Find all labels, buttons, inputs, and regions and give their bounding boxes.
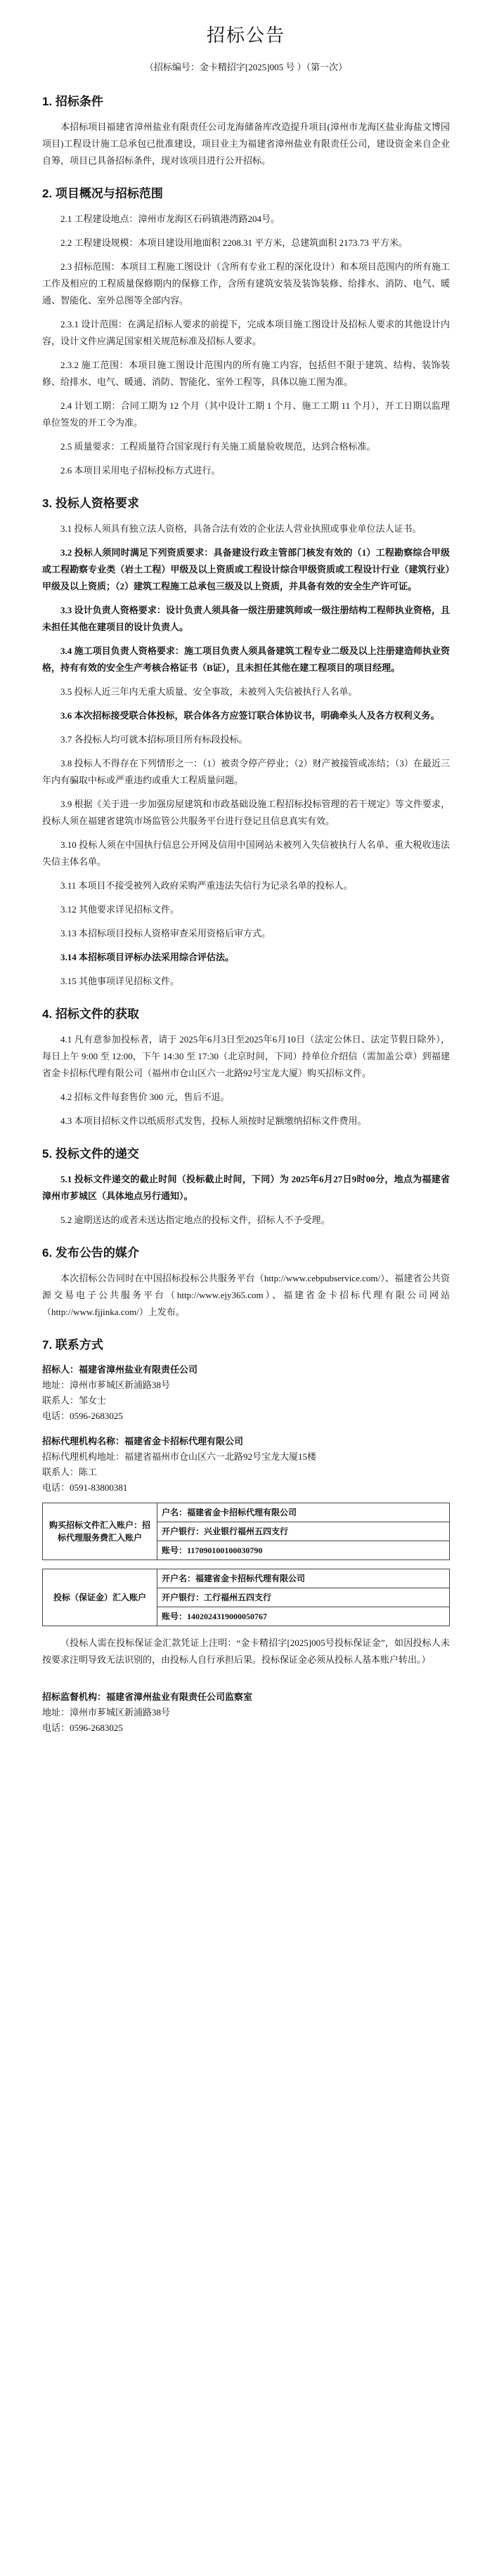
section-6-heading: 6. 发布公告的媒介	[42, 1246, 139, 1260]
section-2-item: 2.1 工程建设地点：漳州市龙海区石码镇港湾路204号。	[60, 214, 280, 224]
supervisor-contact	[42, 1689, 450, 1736]
section-3-heading: 3. 投标人资格要求	[42, 497, 139, 510]
section-3-item: 3.5 投标人近三年内无重大质量、安全事故，未被列入失信被执行人名单。	[60, 686, 358, 697]
section-1-text: 本招标项目福建省漳州盐业有限责任公司龙海储备库改造提升项目(漳州市龙海区盐业海盐文博园项目)工程设计施工总承包已批准建设，项目业主为福建省漳州盐业有限责任公司，建设资金来自企业自筹，项目已具备招标条件，现对该项目进行公开招标。	[42, 122, 450, 166]
account-2-number: 账号：1402024319000050767	[157, 1607, 450, 1626]
tenderer-contact-person: 联系人：邹女士	[42, 1395, 107, 1406]
account-1-name: 户名：福建省金卡招标代理有限公司	[157, 1503, 450, 1522]
section-4-item: 4.1 凡有意参加投标者，请于 2025年6月3日至2025年6月10日（法定公休日、法定节假日除外），每日上午 9:00 至 12:00，下午 14:30 至 17:30（北京时间，下同）持单位介绍信（需加盖公章）到福建省金卡招标代理有限公司（福州市仓山区六一北路92号宝龙大厦）购买招标文件。	[42, 1034, 450, 1078]
section-2-item: 2.3.1 设计范围：在满足招标人要求的前提下，完成本项目施工图设计及招标人要求的其他设计内容，设计文件应满足国家相关规范标准及招标人要求。	[42, 319, 450, 346]
section-3-item: 3.9 根据《关于进一步加强房屋建筑和市政基础设施工程招标投标管理的若干规定》等文件要求，投标人须在福建省建筑市场监管公共服务平台进行登记且信息真实有效。	[42, 799, 450, 826]
account-2-bank: 开户银行：工行福州五四支行	[157, 1588, 450, 1607]
section-3-item: 3.4 施工项目负责人资格要求：施工项目负责人须具备建筑工程专业二级及以上注册建造师执业资格，持有有效的安全生产考核合格证书（B证），且未担任其他在建工程项目的项目经理。	[42, 646, 450, 673]
page-title: 招标公告	[206, 25, 285, 46]
section-3-item: 3.1 投标人须具有独立法人资格，具备合法有效的企业法人营业执照或事业单位法人证书。	[60, 523, 422, 534]
account-1-number: 账号：117090100100030790	[157, 1541, 450, 1560]
agency-address: 招标代理机构地址：福建省福州市仓山区六一北路92号宝龙大厦15楼	[42, 1451, 317, 1462]
supervisor-name: 招标监督机构：福建省漳州盐业有限责任公司监察室	[42, 1692, 253, 1702]
tenderer-contact	[42, 1362, 450, 1496]
section-3-item: 3.7 各投标人均可就本招标项目所有标段投标。	[60, 734, 248, 745]
tenderer-name: 招标人：福建省漳州盐业有限责任公司	[42, 1364, 198, 1375]
section-4-item: 4.2 招标文件每套售价 300 元，售后不退。	[60, 1092, 230, 1102]
tender-number: （招标编号：金卡精招字[2025]005 号 ）（第一次）	[144, 62, 348, 72]
account-table-2	[42, 1569, 450, 1626]
section-4-heading: 4. 招标文件的获取	[42, 1007, 139, 1021]
section-5-heading: 5. 投标文件的递交	[42, 1147, 139, 1160]
section-3-item: 3.6 本次招标接受联合体投标，联合体各方应签订联合体协议书，明确牵头人及各方权利义务。	[60, 710, 440, 721]
section-3-item: 3.8 投标人不得存在下列情形之一：（1）被责令停产停业；（2）财产被接管或冻结；（3）在最近三年内有骗取中标或严重违约或重大工程质量问题。	[42, 758, 450, 785]
section-3-item: 3.2 投标人须同时满足下列资质要求：具备建设行政主管部门核发有效的（1）工程勘察综合甲级或工程勘察专业类（岩土工程）甲级及以上资质或工程设计综合甲级资质或工程设计行业（建筑行业）甲级及以上资质；（2）建筑工程施工总承包三级及以上资质，并具备有效的安全生产许可证。	[42, 547, 450, 591]
account-1-label: 购买招标文件汇入账户：招标代理服务费汇入账户	[43, 1503, 157, 1560]
section-6-text: 本次招标公告同时在中国招标投标公共服务平台（http://www.cebpubservice.com/）、福建省公共资源交易电子公共服务平台（http://www.ejy365.com）、福建省金卡招标代理有限公司网站（http://www.fjjinka.com/）上发布。	[42, 1273, 450, 1317]
section-2-item: 2.5 质量要求：工程质量符合国家现行有关施工质量验收规范，达到合格标准。	[60, 441, 376, 452]
supervisor-address: 地址：漳州市芗城区新浦路38号	[42, 1707, 171, 1718]
section-2-heading: 2. 项目概况与招标范围	[42, 187, 163, 200]
section-3-item: 3.12 其他要求详见招标文件。	[60, 904, 180, 915]
supervisor-phone: 电话：0596-2683025	[42, 1722, 123, 1733]
section-3-item: 3.11 本项目不接受被列入政府采购严重违法失信行为记录名单的投标人。	[60, 880, 353, 891]
section-3-item: 3.10 投标人须在中国执行信息公开网及信用中国网站未被列入失信被执行人名单、重大税收违法失信主体名单。	[42, 839, 450, 867]
section-2-item: 2.3.2 施工范围：本项目施工图设计范围内的所有施工内容，包括但不限于建筑、结构、装饰装修、给排水、电气、暖通、消防、智能化、室外工程等，具体以施工图为准。	[42, 360, 450, 387]
deposit-note: （投标人需在投标保证金汇款凭证上注明：“金卡精招字[2025]005号投标保证金”，如因投标人未按要求注明导致无法识别的，由投标人自行承担后果。投标保证金必须从投标人基本账户转出。）	[42, 1637, 450, 1665]
agency-name: 招标代理机构名称：福建省金卡招标代理有限公司	[42, 1436, 244, 1446]
section-2-item: 2.4 计划工期：合同工期为 12 个月（其中设计工期 1 个月、施工工期 11 个月），开工日期以监理单位签发的开工令为准。	[42, 400, 450, 428]
account-2-label: 投标（保证金）汇入账户	[43, 1569, 157, 1626]
tenderer-phone: 电话：0596-2683025	[42, 1411, 123, 1421]
section-5-item: 5.2 逾期送达的或者未送达指定地点的投标文件，招标人不予受理。	[60, 1215, 330, 1225]
section-2-item: 2.6 本项目采用电子招标投标方式进行。	[60, 465, 221, 476]
section-3-item: 3.15 其他事项详见招标文件。	[60, 976, 180, 986]
section-1-heading: 1. 招标条件	[42, 95, 103, 108]
section-7-heading: 7. 联系方式	[42, 1338, 103, 1352]
section-3-item: 3.13 本招标项目投标人资格审查采用资格后审方式。	[60, 928, 271, 939]
section-5-item: 5.1 投标文件递交的截止时间（投标截止时间，下同）为 2025年6月27日9时00分，地点为福建省漳州市芗城区（具体地点另行通知）。	[42, 1174, 450, 1201]
section-4-item: 4.3 本项目招标文件以纸质形式发售，投标人须按时足额缴纳招标文件费用。	[60, 1116, 367, 1126]
section-2-item: 2.2 工程建设规模：本项目建设用地面积 2208.31 平方米，总建筑面积 2173.73 平方米。	[60, 237, 408, 248]
agency-phone: 电话：0591-83800381	[42, 1482, 128, 1493]
account-2-name: 开户名：福建省金卡招标代理有限公司	[157, 1569, 450, 1588]
account-1-bank: 开户银行：兴业银行福州五四支行	[157, 1522, 450, 1541]
section-3-item: 3.3 设计负责人资格要求：设计负责人须具备一级注册建筑师或一级注册结构工程师执业资格，且未担任其他在建项目的设计负责人。	[42, 605, 450, 632]
section-3-item: 3.14 本招标项目评标办法采用综合评估法。	[60, 952, 235, 962]
tenderer-address: 地址：漳州市芗城区新浦路38号	[42, 1380, 171, 1390]
agency-contact-person: 联系人：陈工	[42, 1467, 98, 1477]
section-2-item: 2.3 招标范围：本项目工程施工图设计（含所有专业工程的深化设计）和本项目范围内的所有施工工作及相应的工程质量保修期内的保修工作，含所有建筑安装及装饰装修、给排水、消防、电气、暖通、智能化、室外总图等全部内容。	[42, 261, 450, 306]
account-table-1	[42, 1503, 450, 1560]
